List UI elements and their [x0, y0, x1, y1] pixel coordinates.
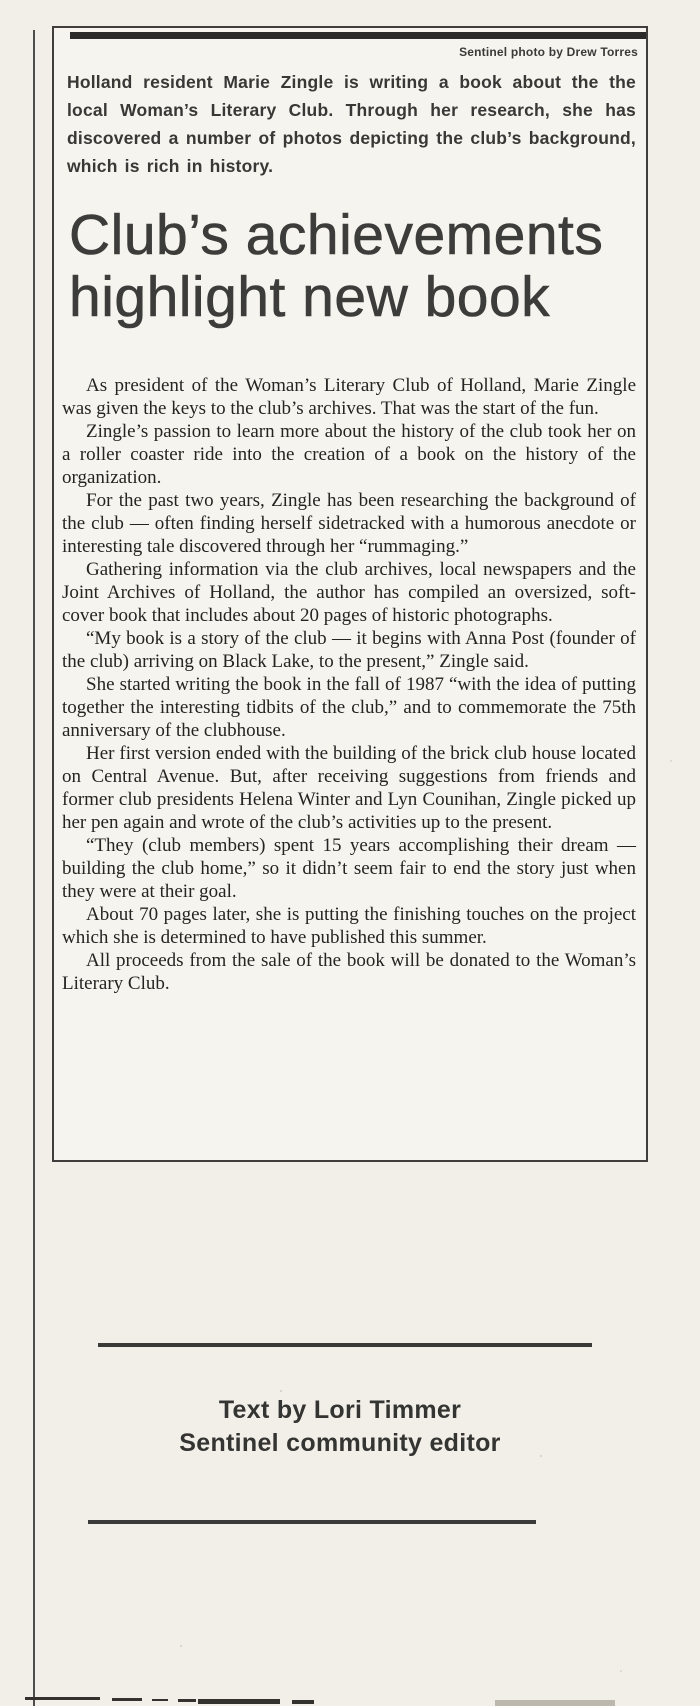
- byline-title: Sentinel community editor: [179, 1429, 501, 1457]
- article-box: [52, 26, 648, 1162]
- scan-artifact: [495, 1700, 615, 1706]
- byline: [90, 1394, 590, 1460]
- headline-line-2: highlight new book: [69, 265, 551, 329]
- scan-artifact: [152, 1699, 168, 1701]
- scan-artifact: [178, 1699, 196, 1702]
- body-paragraph: All proceeds from the sale of the book will be donated to the Woman’s Literary Club.: [62, 950, 636, 994]
- photo-credit: Sentinel photo by Drew Torres: [459, 45, 638, 59]
- body-paragraph: She started writing the book in the fall of 1987 “with the idea of putting together the interesting tidbits of the club,” and to commemorate the 75th anniversary of the clubhouse.: [62, 674, 636, 741]
- headline-line-1: Club’s achievements: [69, 203, 604, 267]
- article-body: [62, 374, 636, 995]
- divider-rule-bottom: [88, 1520, 536, 1524]
- photo-edge-bar: [70, 32, 646, 39]
- scan-artifact: [292, 1700, 314, 1704]
- byline-author: Text by Lori Timmer: [218, 1396, 462, 1424]
- body-paragraph: “My book is a story of the club — it begins with Anna Post (founder of the club) arriving on Black Lake, to the present,” Zingle said.: [62, 628, 636, 672]
- divider-rule-top: [98, 1343, 592, 1347]
- photo-caption: Holland resident Marie Zingle is writing a book about the the local Woman’s Literary Club. Through her research, she has discovered a number of photos depicting the club’s background, which is rich in history.: [67, 72, 636, 176]
- scan-artifact: [112, 1698, 142, 1701]
- body-paragraph: Her first version ended with the building of the brick club house located on Central Avenue. But, after receiving suggestions from friends and former club presidents Helena Winter and Lyn Counihan, Zingle picked up her pen again and wrote of the club’s activities up to the present.: [62, 743, 636, 833]
- headline: [69, 204, 646, 328]
- body-paragraph: For the past two years, Zingle has been researching the background of the club — often finding herself sidetracked with a humorous anecdote or interesting tale discovered through her “rummaging.”: [62, 490, 636, 557]
- scan-artifact: [198, 1699, 280, 1704]
- column-rule: [33, 30, 35, 1706]
- body-paragraph: About 70 pages later, she is putting the finishing touches on the project which she is determined to have published this summer.: [62, 904, 636, 948]
- body-paragraph: Zingle’s passion to learn more about the history of the club took her on a roller coaster ride into the creation of a book on the history of the organization.: [62, 421, 636, 488]
- body-paragraph: Gathering information via the club archives, local newspapers and the Joint Archives of Holland, the author has compiled an oversized, soft-cover book that includes about 20 pages of historic photographs.: [62, 559, 636, 626]
- body-paragraph: As president of the Woman’s Literary Club of Holland, Marie Zingle was given the keys to the club’s archives. That was the start of the fun.: [62, 375, 636, 419]
- scan-artifact: [25, 1697, 100, 1700]
- body-paragraph: “They (club members) spent 15 years accomplishing their dream — building the club home,” so it didn’t seem fair to end the story just when they were at their goal.: [62, 835, 636, 902]
